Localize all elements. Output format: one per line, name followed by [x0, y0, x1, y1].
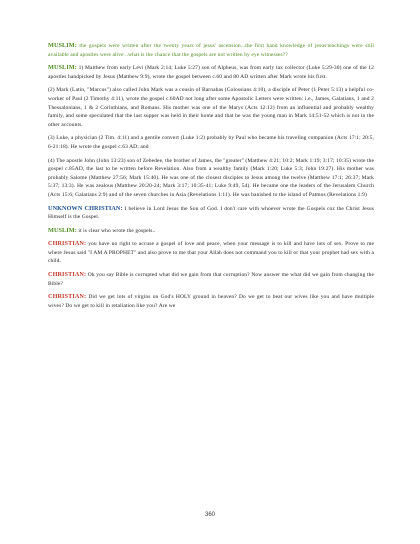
speaker-label: CHRISTIAN: [48, 240, 87, 248]
paragraph-text: I believe in Lord Jesus the Son of God. I don't care with whoever wrote the Gospels coz the Christ Jesus Himself is the Gospel. [48, 205, 374, 221]
paragraph-luke [48, 134, 374, 151]
page-number: 360 [204, 512, 215, 518]
paragraph-unknown-christian [48, 205, 374, 222]
speaker-label: CHRISTIAN: [48, 271, 87, 279]
paragraph-muslim-2 [48, 64, 374, 81]
paragraph-christian-3 [48, 293, 374, 310]
paragraph-text: you have no right to accuse a gospel of love and peace, when your message is to kill and have lots of sex. Prove to me where Jesus said "I AM A PROPHET" and also prove to me that your Allah does not command you to kill or that your prophet had sex with a child. [48, 241, 374, 265]
paragraph-text: the gospels were written after the twenty years of jesus' ascension...the first hand knowledge of jesus'teachings were still available and apostles were alive ..what is the chance that the gospels are not written by eye witnesses?? [48, 43, 374, 58]
speaker-label: MUSLIM: [48, 64, 77, 72]
paragraph-text: (4) The apostle John (John 13:23) son of Zebedee, the brother of James, the "greater" (Matthew 4:21; 10:2; Mark 1:19; 3:17; 10:35) wrote the gospel c.85AD, the last to be written before Revelation. Also from a wealthy family (Mark 1:20; Luke 5:3; John 19:27). His mother was probably Salome (Matthew 27:56; Mark 15:40). He was one of the closest disciples to Jesus among the twelve (Matthew 17:1; 26:37; Mark 5:37; 13:3). He was zealous (Matthew 20:20-24; Mark 3:17; 10:35-41; Luke 9:49, 54). He became one the leaders of the Jerusalem Church (Acts 15:6; Galatians 2:9) and of the seven churches in Asia (Revelations 1:11). He was banished to the island of Patmos (Revelations 1:9) [48, 157, 374, 198]
speaker-label: MUSLIM: [48, 226, 77, 234]
paragraph-muslim-3 [48, 227, 374, 236]
speaker-label: CHRISTIAN: [48, 293, 87, 301]
speaker-label: MUSLIM: [48, 42, 77, 49]
paragraph-text: 1) Matthew from early Levi (Mark 2:14; Luke 5:27) son of Alpheus, was from early tax collector (Luke 5:29-30) one of the 12 apostles handpicked by Jesus (Matthew 9:9), wrote the gospel between c.60 and 80 AD written after Mark wrote his first. [48, 65, 374, 80]
paragraph-john [48, 157, 374, 200]
paragraph-christian-1 [48, 240, 374, 266]
paragraph-mark [48, 86, 374, 129]
speaker-label: UNKNOWN CHRISTIAN: [48, 204, 123, 212]
paragraph-christian-2 [48, 271, 374, 288]
paragraph-text: (3) Luke, a physician (2 Tim. 4:11) and a gentile convert (Luke 1:2) probably by Paul who became his traveling companion (Acts 17:1; 20:5, 6-21:18). He wrote the gospel c.63 AD; and [48, 135, 374, 150]
paragraph-text: it is clear who wrote the gospels.. [78, 227, 156, 234]
paragraph-text: Ok you say Bible is corrupted what did we gain from that corruption? Now answer me what did we gain from changing the Bible? [48, 272, 374, 287]
paragraph-text: Did we get lots of virgins on God's HOLY ground in heaven? Do we get to beat our wives like you and have multiple wives? Do we get to kill in retaliation like you? Are we [48, 294, 374, 309]
paragraph-text: (2) Mark (Latin, "Marcus") also called John Mark was a cousin of Barnabas (Colossians 4:10), a disciple of Peter (1 Peter 5:13) a helpful co-worker of Paul (2 Timothy 4:11), wrote the gospel c.60AD not long after some Apostolic Letters were written: i.e., James, Galatians, 1 and 2 Thessalonians, 1 & 2 Corinthians, and Romans. His mother was one of the Marys (Acts 12:12) from an influential and probably wealthy family, and some speculated that the last supper was held in their home and that he was the young man in Mark 14:51-52 which is not in the other accounts. [48, 87, 374, 128]
document-body [48, 42, 374, 315]
paragraph-muslim-1 [48, 42, 374, 59]
